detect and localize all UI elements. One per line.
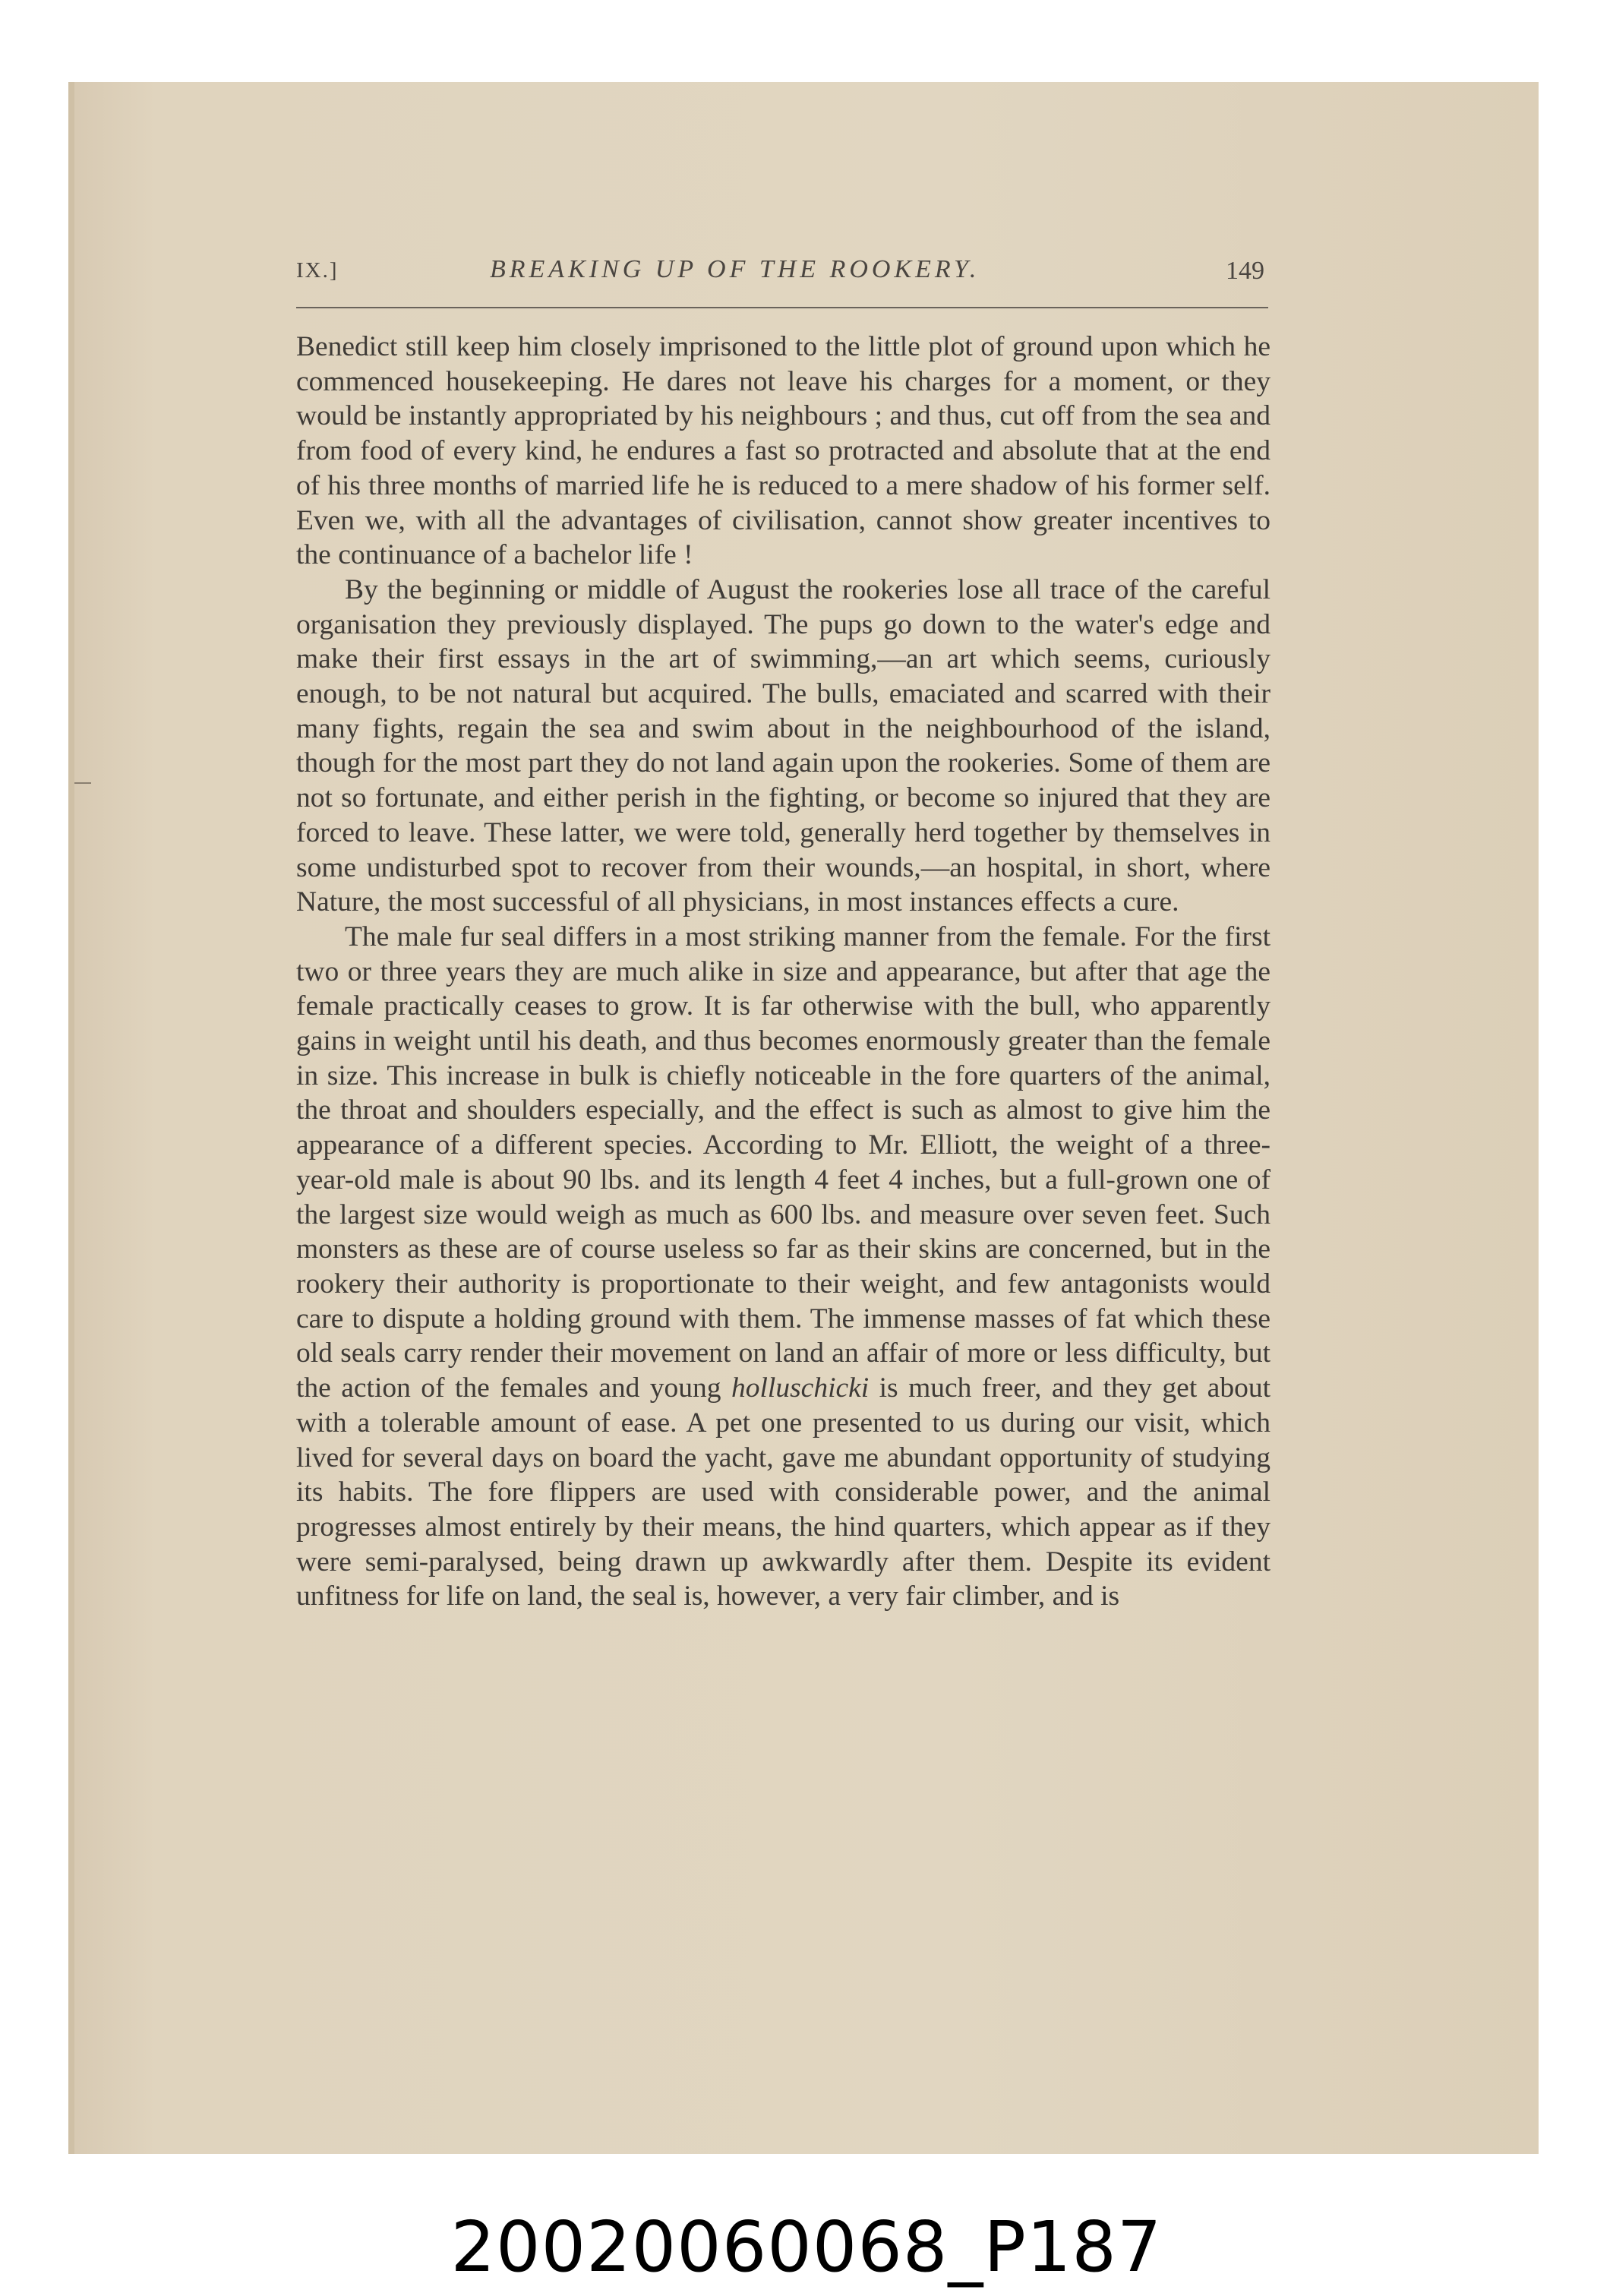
margin-mark [74,782,91,784]
chapter-number: IX.] [296,258,339,283]
paragraph-1: Benedict still keep him closely imprisoned to the little plot of ground upon which he commenced housekeeping. He dares not leave his charges for a moment, or they would be instantly appropriated by his neighbours ; and thus, cut off from the sea and from food of every kind, he endures a fast so protracted and absolute that at the end of his three months of married life he is reduced to a mere shadow of his former self. Even we, with all the advantages of civilisation, cannot show greater incentives to the continuance of a bachelor life ! [296,331,1271,571]
running-title: BREAKING UP OF THE ROOKERY. [490,255,980,283]
page-number: 149 [1226,257,1264,285]
paragraph-3-part-2: is much freer, and they get about with a tolerable amount of ease. A pet one presented to us during our visit, which lived for several days on board the yacht, gave me abundant opportunity of studying its habits. The fore flippers are used with considerable power, and the animal progresses almost entirely by their means, the hind quarters, which appear as if they were semi-paralysed, being drawn up awkwardly after them. Despite its evident unfitness for life on land, the seal is, however, a very fair climber, and is [296,1372,1271,1612]
paragraph-3 [296,920,1271,1614]
catalog-id: 20020060068_P187 [450,2206,1163,2288]
header-rule [296,307,1268,308]
running-header [296,252,1272,298]
paragraph-3-part-1: The male fur seal differs in a most striking manner from the female. For the first two or three years they are much alike in size and appearance, but after that age the female practically ceases to grow. It is far otherwise with the bull, who apparently gains in weight until his death, and thus becomes enormously greater than the female in size. This increase in bulk is chiefly noticeable in the fore quarters of the animal, the throat and shoulders especially, and the effect is such as almost to give him the appearance of a different species. According to Mr. Elliott, the weight of a three-year-old male is about 90 lbs. and its length 4 feet 4 inches, but a full-grown one of the largest size would weigh as much as 600 lbs. and measure over seven feet. Such monsters as these are of course useless so far as their skins are concerned, but in the rookery their authority is proportionate to their weight, and few antagonists would care to dispute a holding ground with them. The immense masses of fat which these old seals carry render their movement on land an affair of more or less difficulty, but the action of the females and young [296,921,1271,1404]
body-text [296,330,1271,1614]
page-edge-shadow [68,82,74,2154]
paragraph-2: By the beginning or middle of August the rookeries lose all trace of the careful organisation they previously displayed. The pups go down to the water's edge and make their first essays in the art of swimming,—an art which seems, curiously enough, to be not natural but acquired. The bulls, emaciated and scarred with their many fights, regain the sea and swim about in the neighbourhood of the island, though for the most part they do not land again upon the rookeries. Some of them are not so fortunate, and either perish in the fighting, or become so injured that they are forced to leave. These latter, we were told, generally herd together by themselves in some undisturbed spot to recover from their wounds,—an hospital, in short, where Nature, the most successful of all physicians, in most instances effects a cure. [296,573,1271,918]
italic-term: holluschicki [731,1372,870,1404]
